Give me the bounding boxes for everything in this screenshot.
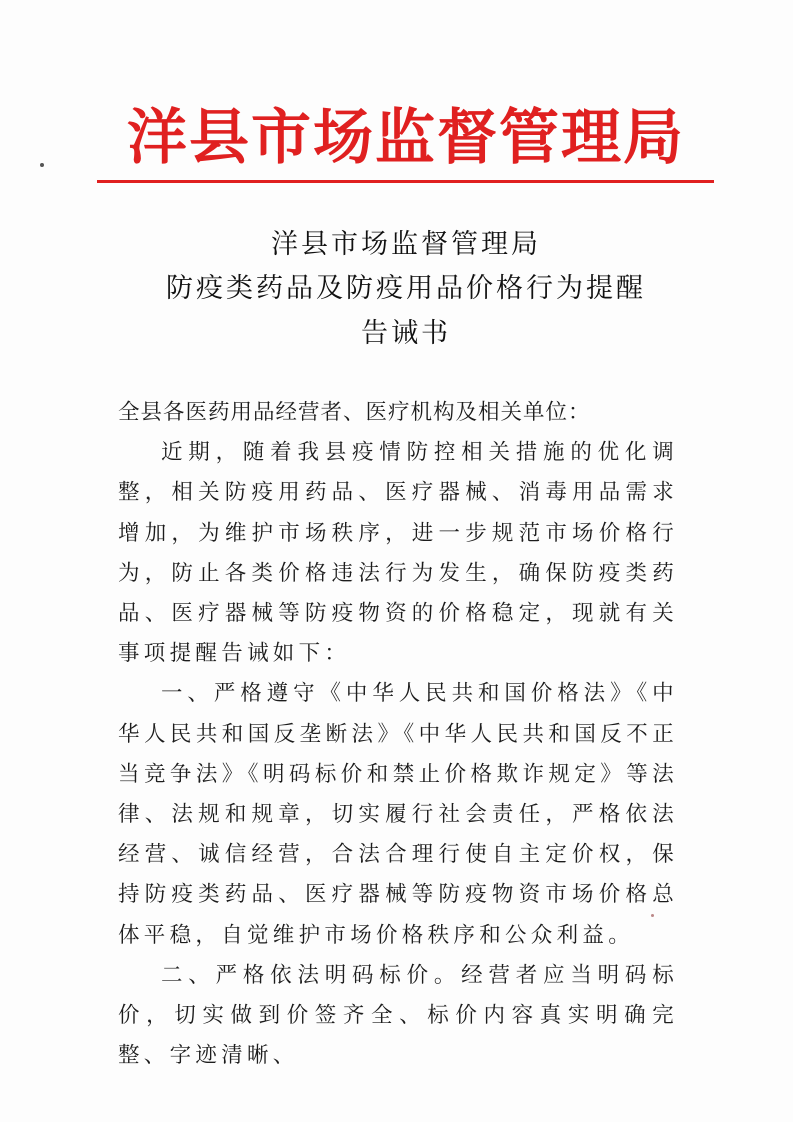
paragraph-intro: 近期，随着我县疫情防控相关措施的优化调整，相关防疫用药品、医疗器械、消毒用品需求增加，为维护市场秩序，进一步规范市场价格行为，防止各类价格违法行为发生，确保防疫类药品、医疗器械等防疫物资的价格稳定，现就有关事项提醒告诫如下： xyxy=(118,440,678,667)
scan-speck xyxy=(651,914,654,917)
document-title-line-2: 防疫类药品及防疫用品价格行为提醒 xyxy=(166,273,646,304)
scan-speck xyxy=(40,163,44,167)
document-body xyxy=(118,393,678,1076)
salutation: 全县各医药用品经营者、医疗机构及相关单位： xyxy=(118,400,591,425)
document-title-line-3: 告诫书 xyxy=(361,318,451,349)
letterhead-red-rule xyxy=(97,180,714,183)
letterhead-agency-name: 洋县市场监督管理局 xyxy=(127,103,685,173)
paragraph-item-2: 二、严格依法明码标价。经营者应当明码标价，切实做到价签齐全、标价内容真实明确完整、字迹清晰、 xyxy=(118,962,678,1069)
paragraph-item-1: 一、严格遵守《中华人民共和国价格法》《中华人民共和国反垄断法》《中华人民共和国反不正当竞争法》《明码标价和禁止价格欺诈规定》等法律、法规和规章，切实履行社会责任，严格依法经营、诚信经营，合法合理行使自主定价权，保持防疫类药品、医疗器械等防疫物资市场价格总体平稳，自觉维护市场价格秩序和公众利益。 xyxy=(118,681,678,948)
document-title-line-1: 洋县市场监督管理局 xyxy=(271,229,541,260)
